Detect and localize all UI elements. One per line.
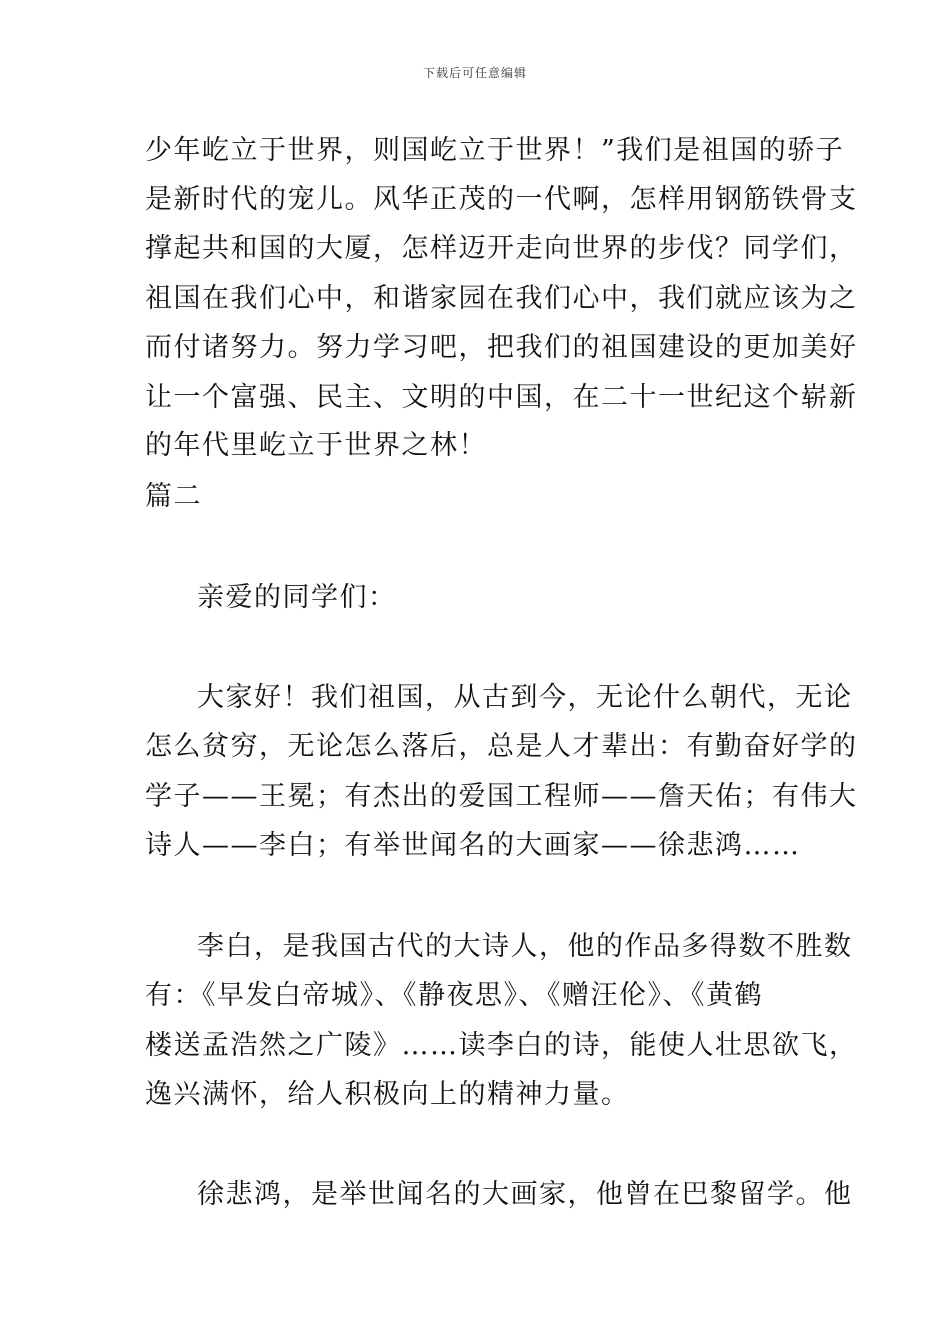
paragraph-line: 祖国在我们心中，和谐家园在我们心中，我们就应该为之 [145, 283, 858, 314]
section-heading: 篇二 [145, 481, 202, 512]
paragraph-line: 学子——王冕；有杰出的爱国工程师——詹天佑；有伟大 [145, 781, 858, 812]
paragraph-line: 的年代里屹立于世界之林！ [145, 430, 487, 461]
paragraph-line: 楼送孟浩然之广陵》……读李白的诗，能使人壮思欲飞， [145, 1030, 858, 1061]
paragraph-line: 大家好！我们祖国，从古到今，无论什么朝代，无论 [197, 682, 853, 713]
paragraph-line: 是新时代的宠儿。风华正茂的一代啊，怎样用钢筋铁骨支 [145, 184, 858, 215]
paragraph-line: 撑起共和国的大厦，怎样迈开走向世界的步伐？同学们， [145, 233, 858, 264]
paragraph-line: 而付诸努力。努力学习吧，把我们的祖国建设的更加美好 [145, 332, 858, 363]
paragraph-line: 让一个富强、民主、文明的中国，在二十一世纪这个崭新 [145, 382, 858, 413]
page-header: 下载后可任意编辑 [422, 66, 527, 80]
paragraph-line: 有：《早发白帝城》、《静夜思》、《赠汪伦》、《黄鹤 [145, 980, 763, 1011]
paragraph-line: 怎么贫穷，无论怎么落后，总是人才辈出：有勤奋好学的 [145, 731, 858, 762]
salutation: 亲爱的同学们： [197, 582, 397, 613]
paragraph-line: 徐悲鸿，是举世闻名的大画家，他曾在巴黎留学。他 [197, 1179, 853, 1210]
paragraph-line: 李白，是我国古代的大诗人，他的作品多得数不胜数 [197, 931, 853, 962]
paragraph-line: 少年屹立于世界，则国屹立于世界！”我们是祖国的骄子 [145, 135, 845, 166]
paragraph-line: 逸兴满怀，给人积极向上的精神力量。 [145, 1079, 630, 1110]
paragraph-line: 诗人——李白；有举世闻名的大画家——徐悲鸿…… [145, 830, 801, 861]
